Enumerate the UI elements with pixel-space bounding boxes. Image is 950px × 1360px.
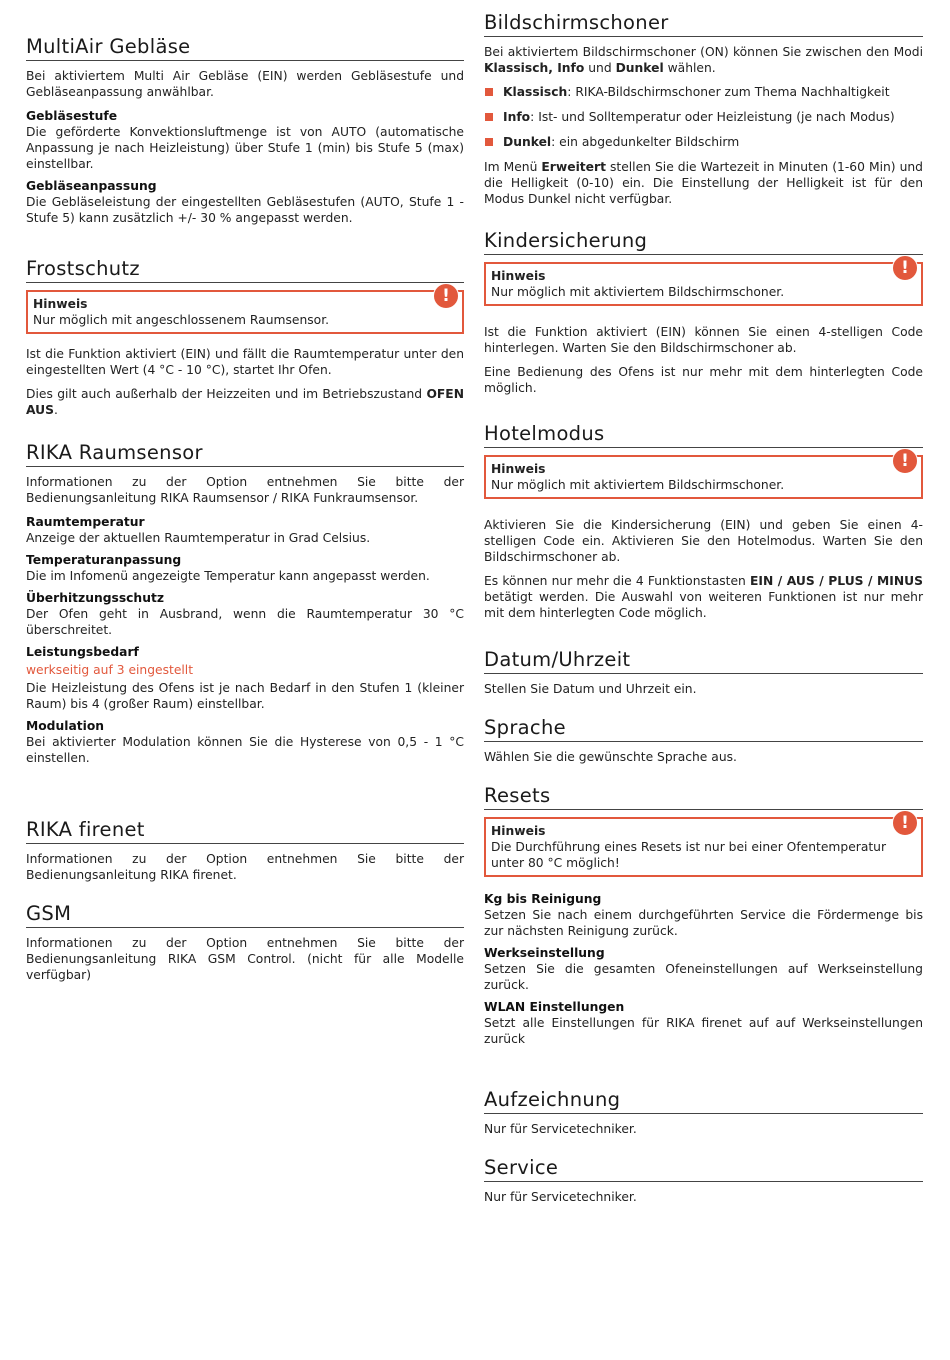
- heading-multiair: MultiAir Gebläse: [26, 35, 464, 61]
- bullet-square-icon: [485, 138, 493, 146]
- note-text: Nur möglich mit angeschlossenem Raumsensor.: [33, 313, 330, 327]
- warning-icon: !: [892, 255, 918, 281]
- firenet-text: Informationen zu der Option entnehmen Sie bitte der Bedienungsanleitung RIKA firenet.: [26, 852, 464, 882]
- raumsensor-intro: Informationen zu der Option entnehmen Sie bitte der Bedienungsanleitung RIKA Raumsensor / RIKA Funkraumsensor.: [26, 475, 464, 505]
- sprache-text: Wählen Sie die gewünschte Sprache aus.: [484, 750, 737, 764]
- text-leistungsbedarf: Die Heizleistung des Ofens ist je nach Bedarf in den Stufen 1 (kleiner Raum) bis 4 (großer Raum) einstellbar.: [26, 681, 464, 711]
- heading-service: Service: [484, 1156, 923, 1182]
- subheading-geblaeseanpassung: Gebläseanpassung: [26, 179, 157, 193]
- sub-leistungsbedarf: [26, 644, 464, 712]
- note-title: Hinweis: [33, 297, 88, 311]
- bildschirmschoner-intro: Bei aktiviertem Bildschirmschoner (ON) können Sie zwischen den Modi Klassisch, Info und Dunkel wählen.: [484, 45, 923, 75]
- hotelmodus-p1: Aktivieren Sie die Kindersicherung (EIN) und geben Sie einen 4-stelligen Code ein. Aktivieren Sie den Hotelmodus. Warten Sie den Bildschirmschoner ab.: [484, 518, 923, 564]
- note-frostschutz: [26, 286, 464, 334]
- note-title: Hinweis: [491, 462, 546, 476]
- heading-kindersicherung: Kindersicherung: [484, 229, 923, 255]
- sub-raumtemperatur: [26, 514, 464, 546]
- list-item: Klassisch: RIKA-Bildschirmschoner zum Thema Nachhaltigkeit: [484, 84, 923, 100]
- note-resets: [484, 813, 923, 877]
- gsm-text: Informationen zu der Option entnehmen Sie bitte der Bedienungsanleitung RIKA GSM Control. (nicht für alle Modelle verfügbar): [26, 936, 464, 982]
- kindersicherung-p1: Ist die Funktion aktiviert (EIN) können Sie einen 4-stelligen Code hinterlegen. Warten Sie den Bildschirmschoner ab.: [484, 325, 923, 355]
- sub-kg-bis-reinigung: [484, 891, 923, 939]
- subheading-wlan-einstellungen: WLAN Einstellungen: [484, 1000, 625, 1014]
- note-title: Hinweis: [491, 824, 546, 838]
- note-text: Die Durchführung eines Resets ist nur bei einer Ofentemperatur unter 80 °C möglich!: [491, 840, 887, 870]
- subheading-kg-bis-reinigung: Kg bis Reinigung: [484, 892, 602, 906]
- section-firenet: [26, 818, 464, 891]
- subheading-geblaesestufe: Gebläsestufe: [26, 109, 118, 123]
- heading-sprache: Sprache: [484, 716, 923, 742]
- kindersicherung-p2: Eine Bedienung des Ofens ist nur mehr mit dem hinterlegten Code möglich.: [484, 365, 923, 395]
- bullet-square-icon: [485, 113, 493, 121]
- function-keys-label: EIN / AUS / PLUS / MINUS: [750, 574, 924, 588]
- subheading-temperaturanpassung: Temperaturanpassung: [26, 553, 182, 567]
- heading-aufzeichnung: Aufzeichnung: [484, 1088, 923, 1114]
- screensaver-modes-list: [484, 84, 923, 150]
- section-raumsensor: [26, 441, 464, 772]
- heading-resets: Resets: [484, 784, 923, 810]
- section-bildschirmschoner: [484, 11, 923, 215]
- heading-firenet: RIKA firenet: [26, 818, 464, 844]
- sub-ueberhitzungsschutz: [26, 590, 464, 638]
- sub-wlan-einstellungen: [484, 999, 923, 1047]
- text-geblaesestufe: Die geförderte Konvektionsluftmenge ist von AUTO (automatische Anpassung je nach Heizleistung) über Stufe 1 (min) bis Stufe 5 (max) einstellbar.: [26, 125, 464, 171]
- hotelmodus-p2: Es können nur mehr die 4 Funktionstasten EIN / AUS / PLUS / MINUS betätigt werden. Die Auswahl von weiteren Funktionen ist nur mehr mit dem hinterlegten Code möglich.: [484, 574, 924, 620]
- text-werkseinstellung: Setzen Sie die gesamten Ofeneinstellungen auf Werkseinstellung zurück.: [484, 962, 923, 992]
- text-modulation: Bei aktivierter Modulation können Sie die Hysterese von 0,5 - 1 °C einstellen.: [26, 735, 464, 765]
- section-kindersicherung: [484, 229, 923, 404]
- sub-temperaturanpassung: [26, 552, 464, 584]
- warning-icon: !: [892, 448, 918, 474]
- text-geblaeseanpassung: Die Gebläseleistung der eingestellten Gebläsestufen (AUTO, Stufe 1 - Stufe 5) kann zusätzlich +/- 30 % angepasst werden.: [26, 195, 464, 225]
- list-item: Info: Ist- und Solltemperatur oder Heizleistung (je nach Modus): [484, 109, 923, 125]
- subheading-raumtemperatur: Raumtemperatur: [26, 515, 145, 529]
- heading-gsm: GSM: [26, 902, 464, 928]
- note-hotelmodus: [484, 451, 923, 499]
- section-hotelmodus: [484, 422, 923, 629]
- subheading-ueberhitzungsschutz: Überhitzungsschutz: [26, 591, 164, 605]
- list-item: Dunkel: ein abgedunkelter Bildschirm: [484, 134, 923, 150]
- section-multiair: [26, 35, 464, 232]
- datum-text: Stellen Sie Datum und Uhrzeit ein.: [484, 682, 697, 696]
- ofen-aus-label: OFEN AUS: [26, 387, 464, 417]
- heading-raumsensor: RIKA Raumsensor: [26, 441, 464, 467]
- text-ueberhitzungsschutz: Der Ofen geht in Ausbrand, wenn die Raumtemperatur 30 °C überschreitet.: [26, 607, 464, 637]
- section-frostschutz: [26, 257, 464, 426]
- text-wlan-einstellungen: Setzt alle Einstellungen für RIKA firenet auf auf Werkseinstellungen zurück: [484, 1016, 923, 1046]
- text-kg-bis-reinigung: Setzen Sie nach einem durchgeführten Service die Fördermenge bis zur nächsten Reinigung zurück.: [484, 908, 923, 938]
- section-service: [484, 1156, 923, 1213]
- note-text: Nur möglich mit aktiviertem Bildschirmschoner.: [491, 478, 785, 492]
- bullet-square-icon: [485, 88, 493, 96]
- multiair-intro: Bei aktiviertem Multi Air Gebläse (EIN) werden Gebläsestufe und Gebläseanpassung anwählbar.: [26, 69, 464, 99]
- frostschutz-p1: Ist die Funktion aktiviert (EIN) und fällt die Raumtemperatur unter den eingestellten Wert (4 °C - 10 °C), startet Ihr Ofen.: [26, 347, 464, 377]
- text-temperaturanpassung: Die im Infomenü angezeigte Temperatur kann angepasst werden.: [26, 569, 430, 583]
- note-text: Nur möglich mit aktiviertem Bildschirmschoner.: [491, 285, 785, 299]
- warning-icon: !: [892, 810, 918, 836]
- bildschirmschoner-outro: Im Menü Erweitert stellen Sie die Wartezeit in Minuten (1-60 Min) und die Helligkeit (0-10) ein. Die Einstellung der Helligkeit ist für den Modus Dunkel nicht verfügbar.: [484, 160, 923, 206]
- subheading-leistungsbedarf: Leistungsbedarf: [26, 645, 139, 659]
- heading-datum-uhrzeit: Datum/Uhrzeit: [484, 648, 923, 674]
- leistungsbedarf-default: werkseitig auf 3 eingestellt: [26, 663, 194, 677]
- note-kindersicherung: [484, 258, 923, 306]
- sub-werkseinstellung: [484, 945, 923, 993]
- note-title: Hinweis: [491, 269, 546, 283]
- frostschutz-p2: Dies gilt auch außerhalb der Heizzeiten und im Betriebszustand OFEN AUS.: [26, 387, 464, 417]
- sub-geblaesestufe: [26, 108, 464, 172]
- subheading-werkseinstellung: Werkseinstellung: [484, 946, 605, 960]
- warning-icon: !: [433, 283, 459, 309]
- section-resets: [484, 784, 923, 1053]
- section-gsm: [26, 902, 464, 991]
- text-raumtemperatur: Anzeige der aktuellen Raumtemperatur in Grad Celsius.: [26, 531, 371, 545]
- heading-frostschutz: Frostschutz: [26, 257, 464, 283]
- section-sprache: [484, 716, 923, 773]
- sub-geblaeseanpassung: [26, 178, 464, 226]
- sub-modulation: [26, 718, 464, 766]
- aufzeichnung-text: Nur für Servicetechniker.: [484, 1122, 637, 1136]
- heading-bildschirmschoner: Bildschirmschoner: [484, 11, 923, 37]
- service-text: Nur für Servicetechniker.: [484, 1190, 637, 1204]
- subheading-modulation: Modulation: [26, 719, 105, 733]
- heading-hotelmodus: Hotelmodus: [484, 422, 923, 448]
- section-aufzeichnung: [484, 1088, 923, 1145]
- section-datum-uhrzeit: [484, 648, 923, 705]
